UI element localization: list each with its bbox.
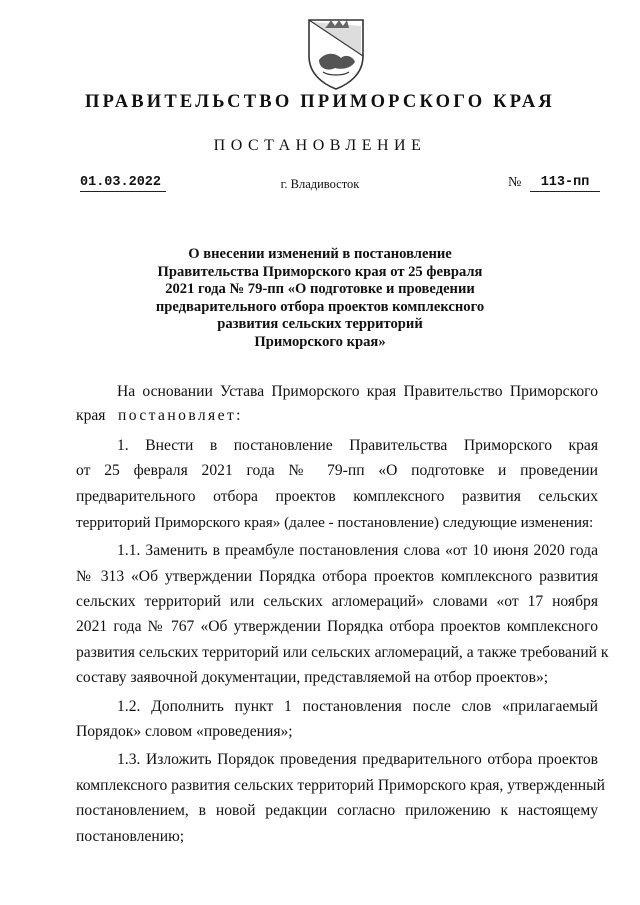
item-1-1-line: развития сельских территорий или сельских агломераций, а также требований к	[76, 644, 609, 661]
document-date: 01.03.2022	[80, 175, 166, 192]
item-1-2-line: 1.2. Дополнить пункт 1 постановления после слов «прилагаемый	[117, 698, 598, 715]
item-1-1-line: сельских территорий или сельских агломераций» словами «от 17 ноября	[76, 593, 598, 610]
coat-of-arms-icon	[305, 16, 367, 92]
item-1-3-line: комплексного развития сельских территорий Приморского края, утвержденный	[76, 777, 605, 794]
item-1-line: от 25 февраля 2021 года № 79-пп «О подготовке и проведении	[76, 462, 598, 479]
subject-line: развития сельских территорий	[217, 316, 423, 333]
document-type: ПОСТАНОВЛЕНИЕ	[213, 137, 427, 154]
preamble-line: края	[76, 407, 106, 424]
subject-line: Правительства Приморского края от 25 февраля	[157, 263, 483, 280]
subject-line: 2021 года № 79-пп «О подготовке и проведении	[165, 281, 475, 298]
preamble-line: На основании Устава Приморского края Правительство Приморского	[117, 383, 598, 400]
document-city: г. Владивосток	[280, 177, 360, 191]
subject-line: предварительного отбора проектов комплексного	[155, 298, 485, 315]
item-1-1-line: № 313 «Об утверждении Порядка отбора проектов комплексного развития	[76, 568, 598, 585]
item-1-1-line: составу заявочной документации, представляемой на отбор проектов»;	[76, 669, 549, 686]
item-1-2-line: Порядок» словом «проведения»;	[76, 723, 293, 740]
item-1-1-line: 1.1. Заменить в преамбуле постановления слова «от 10 июня 2020 года	[117, 542, 598, 559]
subject-line: Приморского края»	[254, 333, 386, 350]
item-1-3-line: постановлению;	[76, 828, 185, 845]
item-1-1-line: 2021 года № 767 «Об утверждении Порядка отбора проектов комплексного	[76, 618, 598, 635]
item-1-line: предварительного отбора проектов комплексного развития сельских	[76, 488, 598, 505]
document-number: 113-пп	[530, 175, 600, 192]
item-1-line: 1. Внести в постановление Правительства Приморского края	[117, 437, 598, 454]
subject-line: О внесении изменений в постановление	[188, 246, 452, 262]
item-1-3-line: постановлением, в новой редакции согласно приложению к настоящему	[76, 802, 598, 819]
document-subject	[0, 246, 640, 352]
number-sign: №	[508, 175, 522, 190]
government-title: ПРАВИТЕЛЬСТВО ПРИМОРСКОГО КРАЯ	[84, 92, 555, 112]
item-1-line: территорий Приморского края» (далее - постановление) следующие изменения:	[76, 514, 594, 531]
decree-word: постановляет:	[118, 407, 243, 424]
item-1-3-line: 1.3. Изложить Порядок проведения предварительного отбора проектов	[117, 751, 598, 768]
